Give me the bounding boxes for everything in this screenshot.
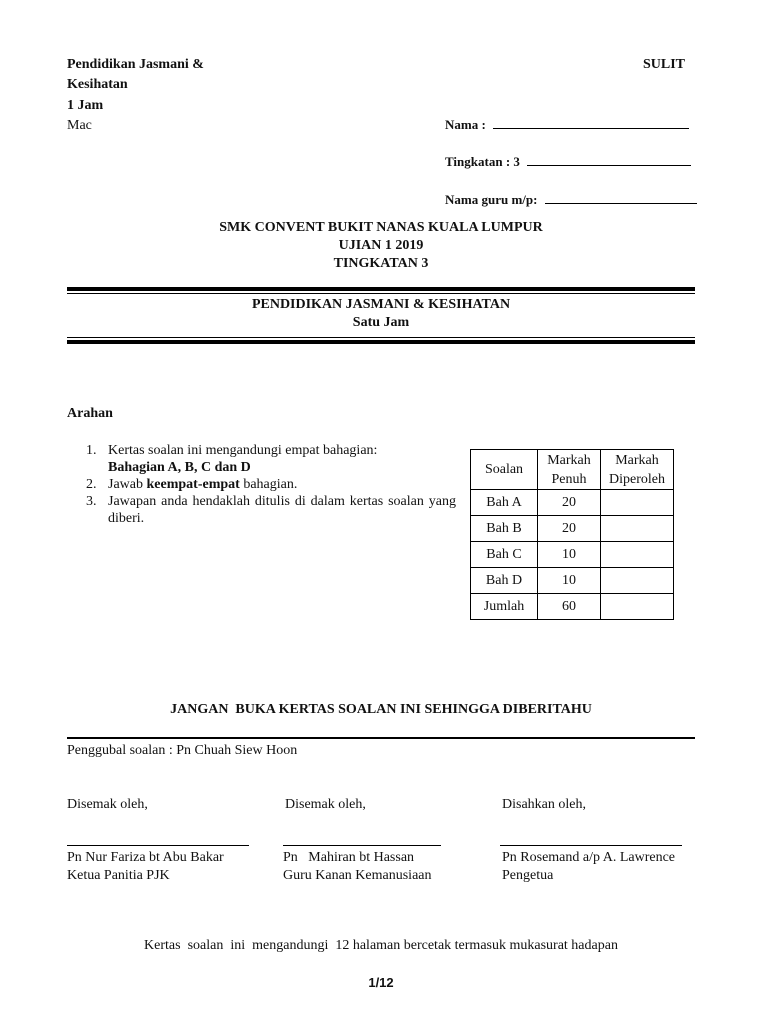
paper-duration: Satu Jam [352, 315, 410, 330]
instruction-number: 2. [86, 477, 97, 492]
classification-label: SULIT [643, 57, 686, 72]
signatory-title: Ketua Panitia PJK [67, 868, 170, 883]
paper-title: PENDIDIKAN JASMANI & KESIHATAN [251, 297, 511, 312]
teacher-blank-line[interactable] [545, 191, 697, 204]
instruction-item [86, 493, 456, 527]
section-cell: Bah D [471, 568, 538, 594]
total-full-marks-cell: 60 [538, 594, 601, 620]
table-row [471, 542, 674, 568]
signature-line [283, 845, 441, 846]
do-not-open-warning: JANGAN BUKA KERTAS SOALAN INI SEHINGGA DIBERITAHU [170, 702, 592, 717]
instruction-text: Kertas soalan ini mengandungi empat bahagian: [108, 443, 378, 458]
page-number: 1/12 [368, 975, 394, 990]
teacher-label: Nama guru m/p: [445, 192, 538, 207]
header-markah-diperoleh: Markah Diperoleh [601, 450, 674, 490]
section-cell: Bah B [471, 516, 538, 542]
exam-duration: 1 Jam [67, 98, 104, 113]
full-marks-cell: 20 [538, 490, 601, 516]
obtained-marks-cell[interactable] [601, 568, 674, 594]
obtained-marks-cell[interactable] [601, 542, 674, 568]
obtained-marks-cell[interactable] [601, 516, 674, 542]
name-label: Nama : [445, 117, 486, 132]
teacher-field[interactable] [445, 191, 697, 208]
full-marks-cell: 10 [538, 542, 601, 568]
instruction-bold-word: keempat-empat [146, 477, 240, 492]
signatory-name: Pn Nur Fariza bt Abu Bakar [67, 850, 224, 865]
obtained-marks-cell[interactable] [601, 490, 674, 516]
table-row-total [471, 594, 674, 620]
exam-name: UJIAN 1 2019 [338, 238, 424, 253]
signature-line [67, 845, 249, 846]
total-label-cell: Jumlah [471, 594, 538, 620]
title-band-bottom-rule [67, 340, 695, 344]
table-row [471, 516, 674, 542]
instruction-text-post: bahagian. [239, 477, 298, 492]
marks-table [470, 449, 674, 620]
full-marks-cell: 20 [538, 516, 601, 542]
header-soalan: Soalan [471, 450, 538, 490]
form-field[interactable] [445, 153, 691, 170]
exam-month: Mac [67, 118, 92, 133]
instruction-text: Jawapan anda hendaklah ditulis di dalam kertas soalan yang diberi. [108, 494, 456, 526]
form-label: Tingkatan : 3 [445, 154, 520, 169]
title-band-bottom-thin-rule [67, 337, 695, 338]
section-cell: Bah C [471, 542, 538, 568]
instructions-heading: Arahan [67, 406, 113, 421]
signatory-title: Guru Kanan Kemanusiaan [283, 868, 432, 883]
header-markah-penuh: Markah Penuh [538, 450, 601, 490]
title-band-top-thin-rule [67, 293, 695, 294]
signatory-name: Pn Rosemand a/p A. Lawrence [502, 850, 676, 865]
instruction-number: 1. [86, 443, 97, 458]
table-row [471, 568, 674, 594]
form-blank-line[interactable] [527, 153, 691, 166]
signature-line [500, 845, 682, 846]
instruction-number: 3. [86, 494, 97, 509]
form-level: TINGKATAN 3 [333, 256, 429, 271]
total-obtained-marks-cell[interactable] [601, 594, 674, 620]
section-cell: Bah A [471, 490, 538, 516]
signatory-role: Disemak oleh, [285, 797, 366, 812]
signatory-name: Pn Mahiran bt Hassan [283, 850, 415, 865]
instruction-sections: Bahagian A, B, C dan D [108, 460, 251, 475]
warning-rule [67, 737, 695, 739]
subject-title-line1: Pendidikan Jasmani & [67, 57, 204, 72]
title-band-top-rule [67, 287, 695, 291]
signatory-role: Disahkan oleh, [502, 797, 586, 812]
page-count-note: Kertas soalan ini mengandungi 12 halaman bercetak termasuk mukasurat hadapan [144, 938, 618, 953]
full-marks-cell: 10 [538, 568, 601, 594]
school-name: SMK CONVENT BUKIT NANAS KUALA LUMPUR [219, 220, 543, 235]
question-setter: Penggubal soalan : Pn Chuah Siew Hoon [67, 743, 298, 758]
table-row [471, 490, 674, 516]
signatory-title: Pengetua [502, 868, 554, 883]
name-field[interactable] [445, 116, 689, 133]
instruction-text-pre: Jawab [108, 477, 147, 492]
signatory-role: Disemak oleh, [67, 797, 148, 812]
subject-title-line2: Kesihatan [67, 77, 128, 92]
instructions-list [86, 442, 456, 527]
instruction-item [86, 476, 456, 493]
instruction-item [86, 442, 456, 476]
name-blank-line[interactable] [493, 116, 689, 129]
marks-table-header-row [471, 450, 674, 490]
